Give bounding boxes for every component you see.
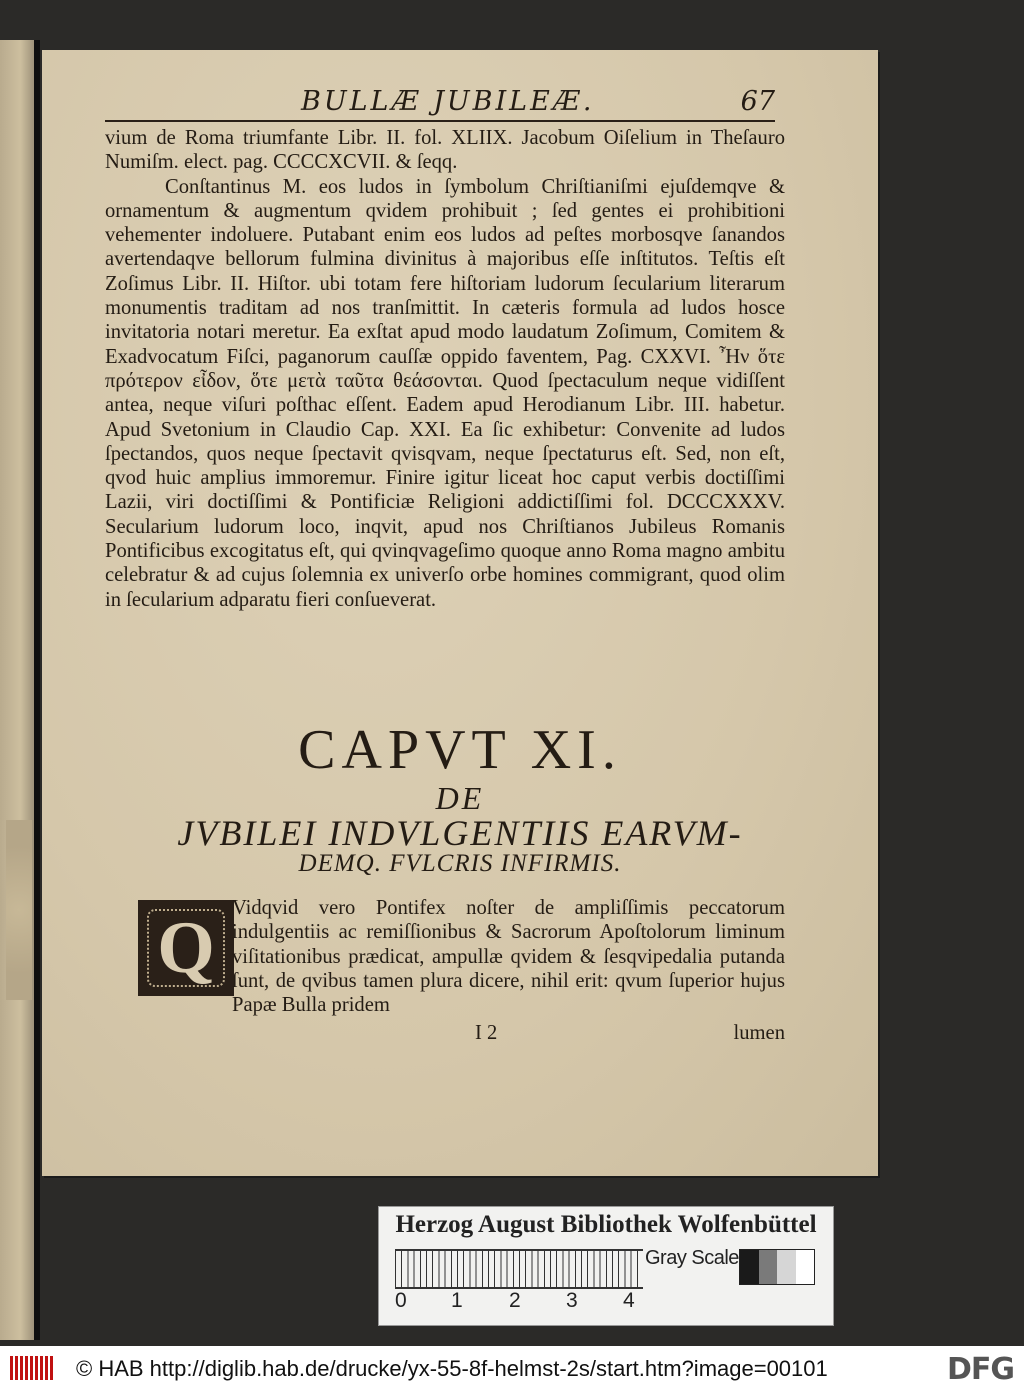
initial-ornament-icon <box>147 909 225 987</box>
ruler-label: 3 <box>566 1289 578 1312</box>
color-calibration-card <box>378 1206 834 1326</box>
gray-scale-label: Gray Scale <box>645 1247 739 1269</box>
footer-copyright-url[interactable]: © HAB http://diglib.hab.de/drucke/yx-55-8f-helmst-2s/start.htm?image=00101 <box>76 1356 828 1381</box>
paragraph: Conſtantinus M. eos ludos in ſymbolum Chriſtianiſmi ejuſdemqve & ornamentum & augmentum qvidem prohibuit ; ſed gentes ei prohibitioni vehementer indoluere. Putabant enim eos ludos ad peſtes morbosqve ſanandos avertendaqve bellorum fulmina divinitus à majoribus eſſe inſtitutos. Teſtis eſt Zoſimus Libr. II. Hiſtor. ubi totam fere hiſtoriam ludorum ſecularium literarum monumentis traditam ad nos tranſmittit. In cæteris formula ad ludos hosce invitatoria notari meretur. Ea exſtat apud modo laudatum Zoſimum, Comitem & Exadvocatum Fiſci, paganorum cauſſæ oppido faventem, Pag. CXXVI. Ἦν ὅτε πρότερον εἶδον, ὅτε μετὰ ταῦτα θεάσονται. Quod ſpectaculum neque vidiſſent antea, neque viſuri poſthac eſſent. Eadem apud Herodianum Libr. III. habetur. Apud Svetonium in Claudio Cap. XXI. Ea ſic exhibetur: Convenite ad ludos ſpectandos, quos neque ſpectavit qvisqvam, neque ſpectaturus eſt. Sed, non eſt, qvod huic amplius immoremur. Finire igitur liceat hoc caput verbis doctiſſimi Lazii, viri doctiſſimi & Pontificiæ Religioni addictiſſimi fol. DCCCXXXV. Secularium ludorum loco, inqvit, apud nos Chriſtianos Jubileus Romanis Pontificibus excogitatus eſt, qui qvinqvageſimo quoque anno Roma magno ambitu celebratur & ad cujus ſolemnia ex univerſo orbe homines commigrant, quod olim in ſecularium adparatu fieri conſueverat. <box>105 175 785 611</box>
initial-letter: Q <box>157 906 215 989</box>
body-text <box>105 126 785 612</box>
hab-logo-icon <box>10 1356 54 1380</box>
paragraph: Vidqvid vero Pontifex noſter de ampliſſimis peccatorum indulgentiis ac remiſſionibus & Sacrorum Apoſtolorum liminum viſitationibus prædicat, ampullæ qvidem & ſesqvipedalia putanda ſunt, de qvibus tamen plura dicere, nihil erit: qvum ſuperior hujus Papæ Bulla pridem <box>232 897 785 1017</box>
chapter-de: DE <box>435 780 485 816</box>
signature-line <box>105 1022 785 1048</box>
running-title: BULLÆ JUBILEÆ. <box>301 86 595 117</box>
dfg-logo: DFG <box>946 1352 1014 1387</box>
gray-swatch <box>759 1250 778 1284</box>
library-name: Herzog August Bibliothek Wolfenbüttel <box>395 1211 817 1238</box>
paragraph: vium de Roma triumfante Libr. II. fol. XLIIX. Jacobum Oiſelium in Theſauro Numiſm. elect. pag. CCCCXCVII. & ſeqq. <box>105 127 785 174</box>
chapter-subtitle-line-2: DEMQ. FVLCRIS INFIRMIS. <box>298 850 622 877</box>
page-number: 67 <box>740 86 775 117</box>
catchword: lumen <box>733 1022 785 1044</box>
adjacent-page-edge <box>0 40 37 1340</box>
signature-mark: I 2 <box>475 1022 498 1044</box>
book-gutter <box>34 40 40 1340</box>
footer-bar <box>0 1346 1024 1392</box>
ruler-icon <box>395 1249 643 1289</box>
ruler-label: 2 <box>509 1289 521 1312</box>
gray-swatch <box>740 1250 759 1284</box>
document-page <box>42 50 878 1176</box>
ruler-label: 4 <box>623 1289 635 1312</box>
ruler-label: 0 <box>395 1289 407 1312</box>
chapter-title: CAPVT XI. <box>298 719 622 781</box>
chapter-subtitle-line-1: JVBILEI INDVLGENTIIS EARVM- <box>177 813 743 853</box>
running-head <box>105 86 775 122</box>
decorated-initial <box>138 900 234 996</box>
chapter-text <box>232 896 785 1017</box>
gray-scale-swatches <box>739 1249 815 1285</box>
adjacent-page-stain <box>6 820 32 1000</box>
gray-swatch <box>796 1250 815 1284</box>
gray-swatch <box>777 1250 796 1284</box>
ruler-labels <box>391 1289 651 1317</box>
ruler-label: 1 <box>451 1289 463 1312</box>
